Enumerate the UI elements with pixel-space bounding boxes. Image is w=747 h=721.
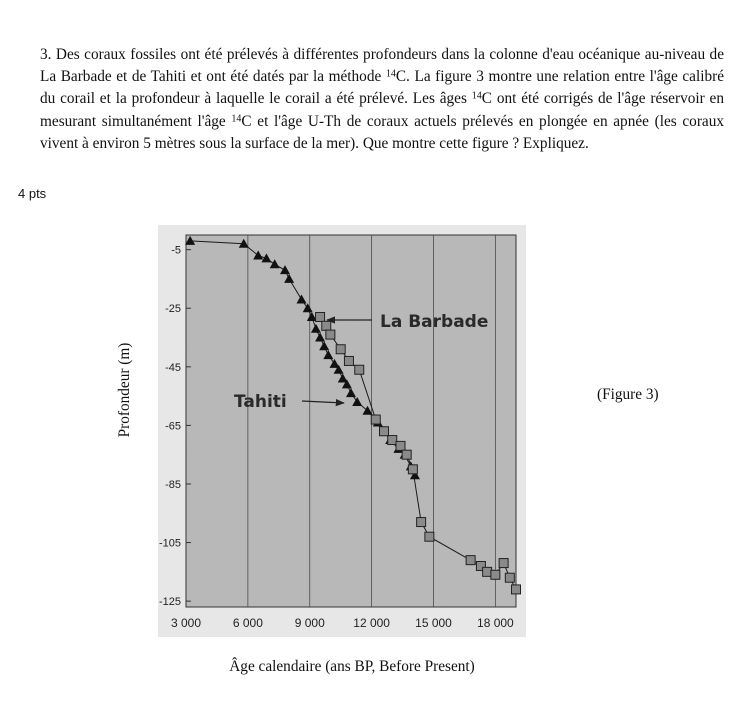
y-tick-label: -5: [171, 244, 181, 257]
data-point-la-barbade: [371, 415, 380, 424]
data-point-la-barbade: [336, 345, 345, 354]
data-point-la-barbade: [344, 356, 353, 365]
annotation-la-barbade: La Barbade: [380, 312, 489, 332]
y-tick-label: -25: [165, 303, 181, 316]
data-point-la-barbade: [417, 518, 426, 527]
data-point-la-barbade: [425, 532, 434, 541]
x-tick-label: 15 000: [415, 616, 452, 630]
data-point-la-barbade: [512, 585, 521, 594]
data-point-la-barbade: [396, 441, 405, 450]
y-tick-label: -125: [158, 596, 181, 609]
annotation-tahiti: Tahiti: [234, 392, 287, 412]
question-text: 3. Des coraux fossiles ont été prélevés à différentes profondeurs dans la colonne d'eau océanique au-niveau de La Barbade et de Tahiti et ont été datés par la méthode $^{14}$C. La figure 3 montre une relation entre l'âge calibré du corail et la profondeur à laquelle le corail a été prélevé. Les âges $^{14}$C ont été corrigés de l'âge réservoir en mesurant simultanément l'âge $^{14}$C et l'âge U-Th de coraux actuels prélevés en plongée en apnée (les coraux vivent à environ 5 mètres sous la surface de la mer). Que montre cette figure ? Expliquez.: [40, 46, 724, 152]
data-point-la-barbade: [499, 559, 508, 568]
data-point-la-barbade: [388, 436, 397, 445]
data-point-la-barbade: [402, 450, 411, 459]
y-tick-label: -85: [165, 478, 181, 491]
data-point-la-barbade: [322, 321, 331, 330]
data-point-la-barbade: [505, 573, 514, 582]
y-tick-label: -65: [165, 420, 181, 433]
data-point-la-barbade: [355, 365, 364, 374]
y-tick-label: -105: [158, 537, 181, 550]
data-point-la-barbade: [326, 330, 335, 339]
data-point-la-barbade: [491, 570, 500, 579]
data-point-la-barbade: [316, 313, 325, 322]
y-axis-label: Profondeur (m): [116, 342, 133, 438]
plot-grain: [186, 235, 516, 607]
data-point-la-barbade: [466, 556, 475, 565]
figure-caption: (Figure 3): [597, 386, 659, 403]
data-point-la-barbade: [408, 465, 417, 474]
x-tick-label: 3 000: [170, 616, 202, 630]
data-point-la-barbade: [380, 427, 389, 436]
x-tick-label: 9 000: [294, 616, 325, 630]
x-tick-label: 6 000: [232, 616, 263, 630]
x-tick-label: 18 000: [477, 616, 514, 630]
x-axis-label: Âge calendaire (ans BP, Before Present): [229, 658, 475, 675]
y-tick-label: -45: [165, 361, 181, 374]
points-label: 4 pts: [18, 186, 47, 201]
x-tick-label: 12 000: [353, 616, 390, 630]
data-point-la-barbade: [483, 567, 492, 576]
